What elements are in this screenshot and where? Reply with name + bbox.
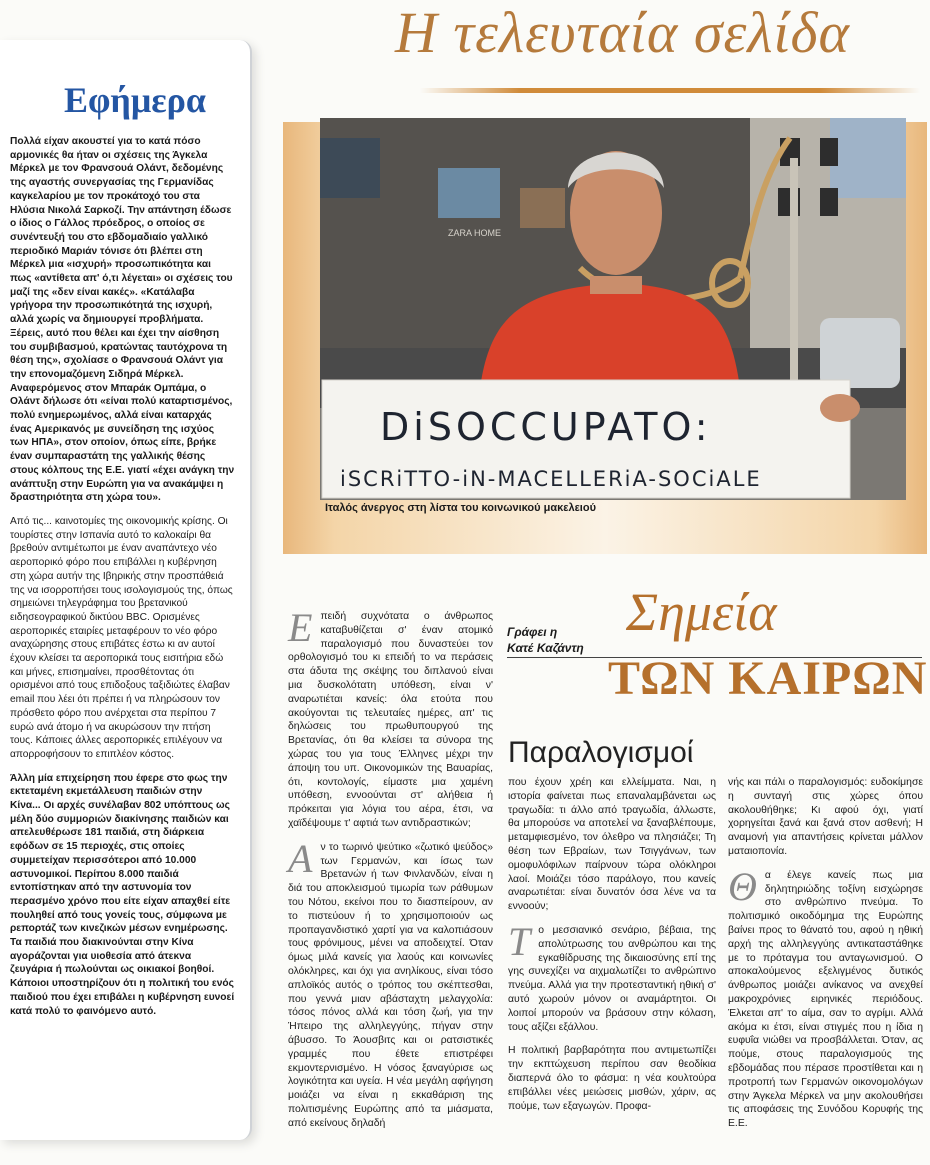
byline <box>507 624 607 656</box>
photo-window <box>820 188 838 216</box>
sign-line-2: iSCRiTTO-iN-MACELLERiA-SOCiALE <box>340 467 762 491</box>
article-column-2 <box>508 776 716 1123</box>
sidebar-text <box>10 135 235 1028</box>
photo-shop-sign: ZARA HOME <box>448 228 502 238</box>
article-paragraph: νής και πάλι ο παραλογισμός: ευδοκίμησε η συνταγή στις χώρες όπου ακολουθήθηκε; Κι αφού όχι, γιατί χορηγείται ξανά και ξανά στον ασθενή; Η αναμονή για απαντήσεις κρίνεται μάλλον ματαιοπονία. <box>728 777 923 857</box>
photo-car <box>820 318 900 388</box>
photo-window <box>520 188 565 228</box>
photo-caption: Ιταλός άνεργος στη λίστα του κοινωνικού μακελειού <box>325 502 596 514</box>
drop-cap: Α <box>288 835 313 881</box>
sidebar-title: Εφήμερα <box>63 80 207 120</box>
photo-window <box>820 138 838 166</box>
photo-neck <box>590 276 642 294</box>
paragraph-text: ν το τωρινό ψεύτικο «ζωτικό ψεύδος» των Γερμανών, και ίσως των Βρετανών ή των Φινλανδών, είναι η διά του αποκλεισμού τιμωρία των ράθυμων του Νότου, εκείνοι που το διασπείρουν, αν το πιστεύουν ή το χρησιμοποιούν ως προπαγανδιστικό χαρτί για να καλοπιάσουν τους φρόνιμους, μένει να αποδειχτεί. Όταν όμως μιλά κανείς για λαούς και κοινωνίες ολόκληρες, και όχι για ανηλίκους, είναι τόσο απλοϊκός αυτός ο τρόπος του σκέπτεσθαι, που γεννά μιαν αβάσταχτη μελαγχολία: τόσος πόνος αλλά και τόση ζωή, για την Ήπειρο της αλληλεγγύης, πήγαν στην άβυσσο. Το Άουσβιτς και οι ρατσιστικές γραμμές που έθετε επιστρέφει εκμοντερνισμένο. Η νόσος ξαναγύρισε ως λογικότητα και υγεία. Η νέα μεγάλη αφήγηση μοιάζει να είναι η εκκαθάριση της πολιτισμένης Ευρώπης από τα μιάσματα, από εκείνους δηλαδή <box>288 841 493 1129</box>
paragraph-text: α έλεγε κανείς πως μια δηλητηριώδης τοξίνη εισχώρησε στο ανθρώπινο πνεύμα. Το πολιτισμικό οικοδόμημα της Ευρώπης βαίνει προς το θάνατό του, αφού η ηθική αρχή της αλληλεγγύης αντικαταστάθηκε με το πρόταγμα του ανταγωνισμού. Ο αποκαλούμενος εξελιγμένος δυτικός άνθρωπος μοιάζει ανίκανος να ανεχθεί μακροχρόνιες ειρηνικές περιόδους. Έλκεται απ' το αίμα, σαν το αγρίμι. Αλλά ακόμα κι έτσι, είναι στιγμές που η ίδια η ευφυΐα νιώθει να προσβάλλεται. Όταν, ας πούμε, στους παραλογισμούς της εβδομάδας που πέρασε προστίθεται και η προτροπή των Γερμανών οικονομολόγων στην Άγκελα Μέρκελ να μην ακολουθήσει τις αποφάσεις της Συνόδου Κορυφής της Ε.Ε. <box>728 869 923 1130</box>
sign-line-1: DiSOCCUPATO: <box>380 405 712 449</box>
title-rule <box>420 88 920 93</box>
byline-author: Κατέ Καζάντη <box>507 641 584 655</box>
photo-window <box>438 168 500 218</box>
byline-label: Γράφει η <box>507 625 558 639</box>
news-photo <box>320 118 906 500</box>
paragraph-text: ο μεσσιανικό σενάριο, βέβαια, της απολύτρωσης του ανθρώπου και της εγκαθίδρυσης της δικαιοσύνης επί της γης συνεχίζει να αιχμαλωτίζει το ανθρώπινο πνεύμα. Αλλά για την προτεσταντική ηθική σ' αυτό χωρούν μόνον οι αναμάρτητοι. Οι λοιποί μπορούν να βράσουν στην κόλαση, τους αξίζει εξάλλου. <box>508 924 716 1033</box>
article-paragraph <box>288 835 493 1131</box>
section-subtitle: ΤΩΝ ΚΑΙΡΩΝ <box>608 652 928 705</box>
photo-pole <box>790 158 798 398</box>
photo-hand <box>820 394 860 422</box>
article-paragraph: που έχουν χρέη και ελλείμματα. Ναι, η ιστορία φαίνεται πως επαναλαμβάνεται ως τραγωδία: τι άλλο από τραγωδία, άλλωστε, θα μπορούσε να αποτελεί να ξαναβλέπουμε, μεταμφιεσμένο, τον όλεθρο να πλησιάζει; Τη θέση των Εβραίων, των Τσιγγάνων, των ομοφυλόφιλων παίρνουν τώρα ολόκληροι λαοί. Μοιάζει τόσο παράλογο, που κανείς αναρωτιέται: είναι δυνατόν όσα λένε να τα εννοούν; <box>508 777 716 913</box>
sidebar-paragraph: Από τις... καινοτομίες της οικονομικής κρίσης. Οι τουρίστες στην Ισπανία αυτό το καλοκαίρι θα βρεθούν αντιμέτωποι με έναν αναπάντεχο νέο αεροπορικό φόρο που επιβάλλει η κυβέρνηση στη χώρα αυτήν της Ιβηρικής στην προσπάθειά της να ισορροπήσει τους ισολογισμούς της, όπως σημειώνει τηλεγράφημα του βρετανικού ειδησεογραφικού δικτύου BBC. Ορισμένες αεροπορικές εταιρίες μεταφέρουν το νέο φόρο αναχώρησης στους επιβάτες έστω κι αν αυτοί έχουν κλείσει τα αεροπορικά τους εισιτήρια εδώ και μήνες, επισημαίνει, προσθέτοντας ότι ορισμένοι από τους επιδοξους ταξιδιώτες έλαβαν email που λέει ότι πρέπει ή να πληρώσουν τον πρόσθετο φόρο που ανέρχεται στα περίπου 7 ευρώ ανά άτομο ή να ακυρώσουν την πτήση τους. Κάποιες άλλες αεροπορικές επιλέγουν να απορροφήσουν το επιπλέον κόστος. <box>10 515 233 760</box>
drop-cap: Τ <box>508 918 531 964</box>
sidebar-paragraph: Πολλά είχαν ακουστεί για το κατά πόσο αρμονικές θα ήταν οι σχέσεις της Άγκελα Μέρκελ με τον Φρανσουά Ολάντ, δεδομένης της αγαστής συνεργασίας της Γερμανίδας καγκελαρίου με τον προκάτοχό του στα Ηλύσια Νικολά Σαρκοζί. Την απάντηση έδωσε ο ίδιος ο Γάλλος πρόεδρος, ο οποίος σε συνέντευξή του στο εβδομαδιαίο γαλλικό περιοδικό Μαριάν τόνισε ότι βλέπει στη Μέρκελ μια «ισχυρή» προσωπικότητα και πως «αντίθετα απ' ό,τι λέγεται» οι σχέσεις του μαζί της «δεν είναι κακές». «Κατάλαβα γρήγορα την προσωπικότητά της ισχυρή, αλλά χωρίς να δημιουργεί προβλήματα. Ξέρεις, αυτό που θέλει και έχει την αίσθηση του συμβιβασμού, κρατώντας ταυτόχρονα τη θέση της», σχολίασε ο Φρανσουά Ολάντ για την επονομαζόμενη Σιδηρά Μέρκελ. Αναφερόμενος στον Μπαράκ Ομπάμα, ο Ολάντ δήλωσε ότι «είναι πολύ καταρτισμένος, πολύ ενημερωμένος, αλλά είναι καταρχάς ένας Αμερικανός με συνείδηση της ισχύος των ΗΠΑ», στον οποίον, όπως είπε, βρήκε έναν συμπαραστάτη της γαλλικής θέσης στους κόλπους της Ε.Ε. γιατί «έχει ανάγκη την ανάπτυξη στην Ευρώπη για να ανακάμψει η δραστηριότητα στη χώρα του». <box>10 136 235 504</box>
article-paragraph <box>288 605 493 831</box>
article-paragraph: Η πολιτική βαρβαρότητα που αντιμετωπίζει την εκπτώχευση περίπου σαν θεοδίκια διαπερνά όλο το φάσμα: η νέα κουλτούρα επιβάλλει νέες μειώσεις μισθών, χάριν, ας πούμε, των εξαγωγών. Προφα- <box>508 1045 716 1112</box>
sidebar-paragraph: Άλλη μία επιχείρηση που έφερε στο φως την εκτεταμένη εκμετάλλευση παιδιών στην Κίνα... Οι αρχές συνέλαβαν 802 υπόπτους ως μέλη δύο συμμοριών διακίνησης παιδιών και απελευθέρωσε 181 παιδιά, στη διάρκεια εφόδων σε 15 περιοχές, στις οποίες συμμετείχαν περισσότεροι από 10.000 αστυνομικοί. Περίπου 8.000 παιδιά εντοπίστηκαν από την αστυνομία τον περασμένο χρόνο που είτε είχαν απαχθεί είτε πουληθεί από τους γονείς τους, σύμφωνα με ρεπορτάζ των κινεζικών μέσων ενημέρωσης. Τα παιδιά που διακινούνται στην Κίνα αγοράζονται για υιοθεσία από άτεκνα ζευγάρια ή πωλούνται ως οικιακοί βοηθοί. Κάποιοι υποστηρίζουν ότι η πολιτική του ενός παιδιού που έχει επιβάλει η κυβέρνηση ευνοεί κατά πολύ το φαινόμενο αυτό. <box>10 772 235 1017</box>
paragraph-text: πειδή συχνότατα ο άνθρωπος καταβυθίζεται σ' έναν ατομικό παραλογισμό που δυναστεύει τον ορθολογισμό του κι επειδή το να περάσεις στα άδυτα της σκέψης του διπλανού είναι μια δυσκολότατη υπόθεση, είναι ν' αναρωτιέται κανείς: όλα ετούτα που ακούγονται τις τελευταίες ημέρες, απ' τις δηλώσεις του πρωθυπουργού της Βρετανίας, ότι θα κλείσει τα σύνορα της χώρας του για τους Έλληνες μέχρι την άποψη του υπ. Οικονομικών της Βαυαρίας, ότι, κοντολογίς, είμαστε μια χαμένη υπόθεση, εννοούνται στ' αλήθεια ή πρόκειται για λόγια του αέρα, έτσι, να χαϊδέψουμε τ' αφτιά των αντιδραστικών; <box>288 611 493 829</box>
section-title: Σημεία <box>626 582 777 642</box>
photo-window <box>320 138 380 198</box>
article-column-3 <box>728 776 923 1141</box>
photo-sky <box>830 118 906 198</box>
drop-cap: Ε <box>288 605 313 650</box>
photo-illustration <box>320 118 906 500</box>
article-paragraph <box>508 918 716 1034</box>
article-paragraph <box>728 863 923 1131</box>
page-title: Η τελευταία σελίδα <box>395 0 850 65</box>
article-column-1 <box>288 605 493 1140</box>
drop-cap: Θ <box>728 863 757 909</box>
article-headline: Παραλογισμοί <box>508 736 694 769</box>
